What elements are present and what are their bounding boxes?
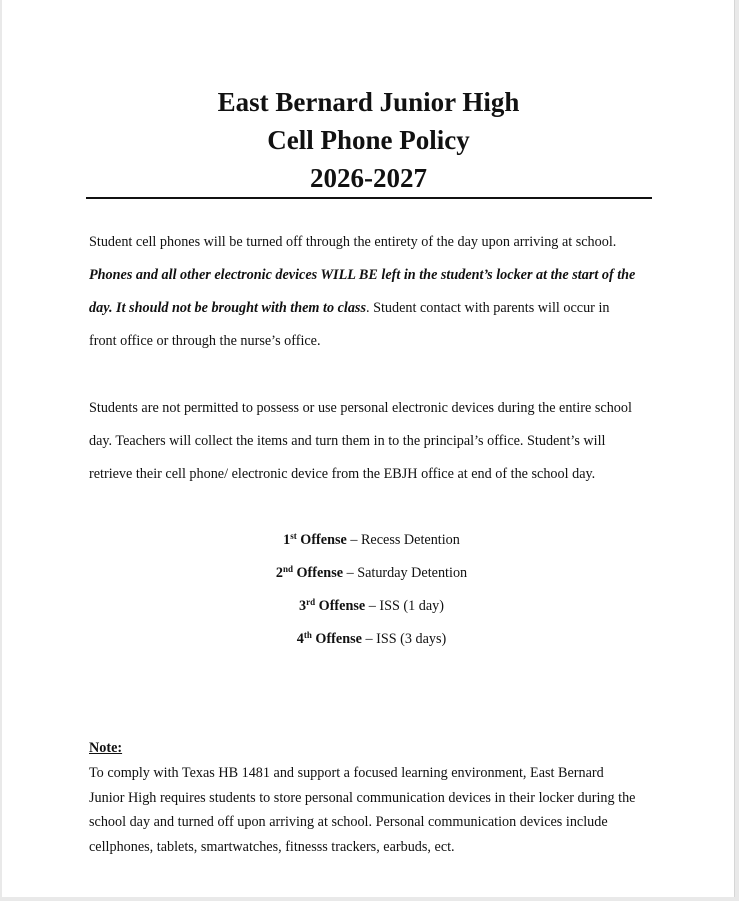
note-line-1: To comply with Texas HB 1481 and support a focused learning environment, East Bernard <box>89 765 604 781</box>
paragraph-2-line-1: Students are not permitted to possess or use personal electronic devices during the entire school <box>89 400 632 416</box>
offense-label: Offense <box>315 631 362 647</box>
offense-label: Offense <box>296 565 344 581</box>
offense-label: Offense <box>318 598 366 614</box>
offense-ordinal: nd <box>282 564 293 574</box>
paragraph-1-line-3 <box>89 292 659 325</box>
offense-number: 1 <box>283 532 291 548</box>
offense-item-4 <box>2 629 739 649</box>
offense-number: 2 <box>275 565 283 581</box>
paragraph-2-line-2: day. Teachers will collect the items and turn them in to the principal’s office. Student’s will <box>89 433 606 449</box>
title-divider <box>86 197 652 199</box>
school-year-title: 2026-2027 <box>310 163 427 193</box>
offense-ordinal: st <box>290 531 297 541</box>
offense-number: 4 <box>296 631 304 647</box>
offense-ordinal: rd <box>306 597 316 607</box>
note-line-3: school day and turned off upon arriving at school. Personal communication devices include <box>89 814 608 830</box>
offense-item-2 <box>2 563 739 583</box>
note-line-2: Junior High requires students to store personal communication devices in their locker during the <box>89 790 636 806</box>
offense-consequence: – Saturday Detention <box>346 565 468 581</box>
note-line-4: cellphones, tablets, smartwatches, fitnesss trackers, earbuds, ect. <box>89 839 455 855</box>
school-name-title: East Bernard Junior High <box>217 87 520 117</box>
paragraph-1-line-2: Phones and all other electronic devices WILL BE left in the student’s locker at the start of the <box>89 267 636 283</box>
policy-title: Cell Phone Policy <box>267 125 470 155</box>
offense-ordinal: th <box>303 630 312 640</box>
paragraph-1-line-3-emphasis: day. It should not be brought with them to class <box>89 300 366 316</box>
paragraph-2-line-3: retrieve their cell phone/ electronic device from the EBJH office at end of the school day. <box>89 466 596 482</box>
paragraph-1-line-3-rest: . Student contact with parents will occur in <box>365 300 610 316</box>
offense-item-1 <box>2 530 739 550</box>
offense-consequence: – ISS (1 day) <box>368 598 444 614</box>
offense-label: Offense <box>300 532 347 548</box>
paragraph-1-line-1: Student cell phones will be turned off through the entirety of the day upon arriving at school. <box>89 234 617 250</box>
note-heading: Note: <box>89 740 123 756</box>
document-page <box>2 0 735 897</box>
paragraph-1-line-4: front office or through the nurse’s office. <box>89 333 321 349</box>
offense-consequence: – Recess Detention <box>350 532 460 548</box>
offense-consequence: – ISS (3 days) <box>365 631 447 647</box>
offense-number: 3 <box>299 598 307 614</box>
offense-item-3 <box>2 596 739 616</box>
